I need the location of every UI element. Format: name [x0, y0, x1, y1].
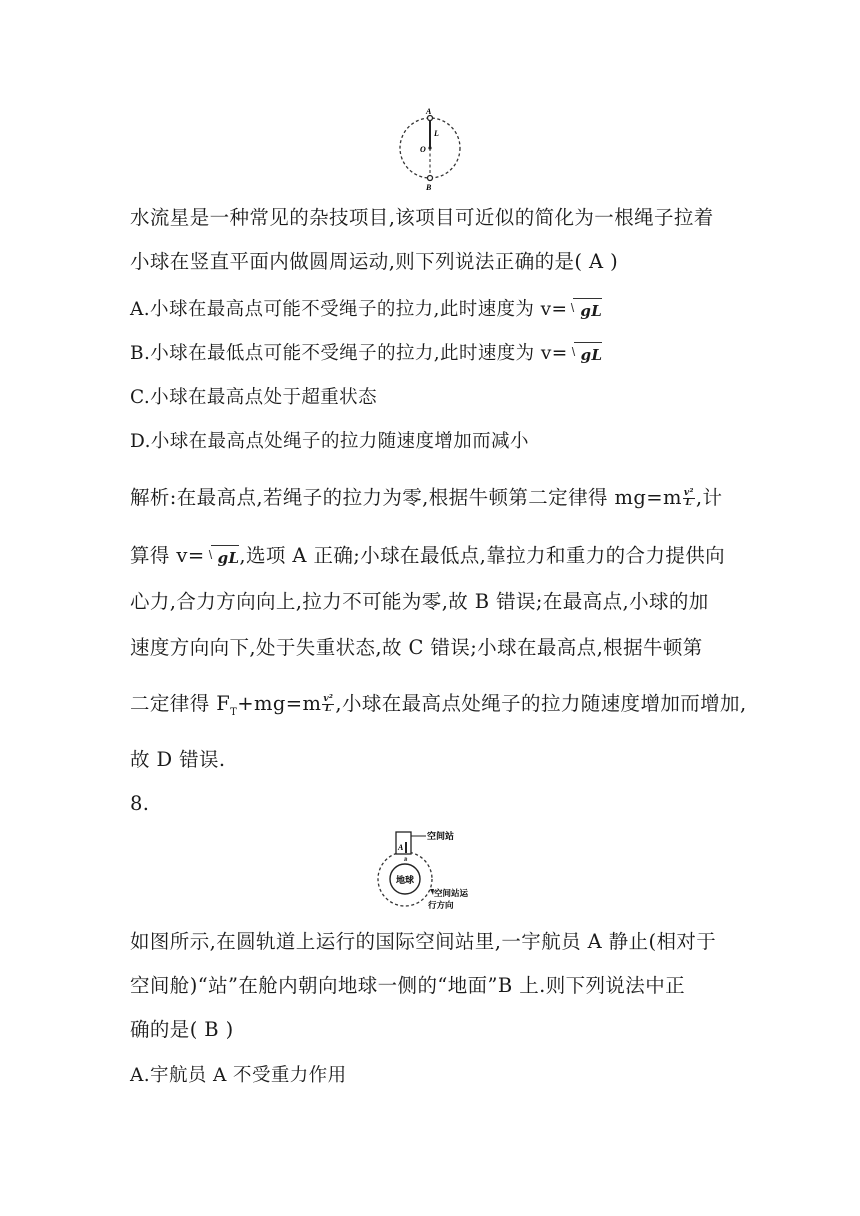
analysis-line1 [130, 484, 722, 512]
label-o: O [420, 145, 426, 154]
q8-number: 8. [130, 792, 150, 815]
direction-label-2: 行方向 [428, 901, 454, 911]
space-station-figure [370, 826, 490, 916]
frac-numerator: v² [323, 694, 334, 704]
q7-option-c: C.小球在最高点处于超重状态 [130, 387, 377, 408]
frac-denominator: L [325, 704, 332, 714]
analysis-text: ,选项 A 正确;小球在最低点,靠拉力和重力的合力提供向 [239, 544, 726, 567]
sqrt-radicand: gL [580, 302, 603, 320]
circle-motion-figure [395, 106, 465, 194]
label-a: A [426, 107, 432, 116]
sqrt-radicand: gL [217, 548, 240, 567]
analysis-text: 解析:在最高点,若绳子的拉力为零,根据牛顿第二定律得 mg=m [130, 486, 682, 509]
ball-top [428, 116, 433, 121]
fraction-v2-over-l [683, 489, 695, 508]
q8-stem-line3: 确的是( B ) [130, 1018, 234, 1041]
earth-label: 地球 [395, 876, 415, 886]
option-b-text: B.小球在最低点可能不受绳子的拉力,此时速度为 v= [130, 343, 568, 364]
q7-option-d: D.小球在最高点处绳子的拉力随速度增加而减小 [130, 431, 529, 452]
q7-stem-line2: 小球在竖直平面内做圆周运动,则下列说法正确的是( A ) [130, 250, 619, 273]
analysis-text: ,计 [695, 486, 723, 509]
frac-numerator: v² [683, 488, 694, 498]
analysis-text: +mg=m [237, 692, 322, 715]
subscript-t: T [230, 706, 238, 718]
q7-option-b [130, 340, 602, 368]
option-a-text: A.小球在最高点可能不受绳子的拉力,此时速度为 v= [130, 299, 568, 320]
label-b: B [426, 183, 432, 192]
ball-bottom [428, 176, 433, 181]
q7-stem-line1: 水流星是一种常见的杂技项目,该项目可近似的简化为一根绳子拉着 [130, 206, 714, 229]
analysis-text: ,小球在最高点处绳子的拉力随速度增加而增加, [335, 692, 747, 715]
analysis-line3: 心力,合力方向向上,拉力不可能为零,故 B 错误;在最高点,小球的加 [130, 590, 709, 613]
label-l: L [434, 129, 439, 138]
fraction-v2-over-l [322, 695, 334, 714]
center-point [428, 146, 431, 149]
analysis-line5 [130, 690, 747, 727]
analysis-text: 二定律得 F [130, 692, 231, 715]
sqrt-gl-formula [568, 340, 603, 368]
q7-option-a [130, 296, 602, 324]
sqrt-gl-formula [205, 543, 240, 571]
q8-stem-line2: 空间舱)“站”在舱内朝向地球一侧的“地面”B 上.则下列说法中正 [130, 974, 686, 997]
sqrt-radicand: gL [580, 346, 603, 364]
direction-label-1: 空间站运 [434, 889, 469, 899]
sqrt-gl-formula [567, 296, 602, 324]
q8-option-a: A.宇航员 A 不受重力作用 [130, 1065, 347, 1086]
analysis-text: 算得 v= [130, 544, 205, 567]
frac-denominator: L [685, 498, 693, 508]
q8-stem-line1: 如图所示,在圆轨道上运行的国际空间站里,一宇航员 A 静止(相对于 [130, 930, 717, 953]
analysis-line2 [130, 542, 725, 571]
analysis-line6: 故 D 错误. [130, 748, 226, 771]
astronaut-label-a: A [398, 843, 404, 852]
analysis-line4: 速度方向向下,处于失重状态,故 C 错误;小球在最高点,根据牛顿第 [130, 636, 703, 659]
floor-label-b: B [404, 858, 408, 863]
station-label: 空间站 [427, 832, 455, 842]
